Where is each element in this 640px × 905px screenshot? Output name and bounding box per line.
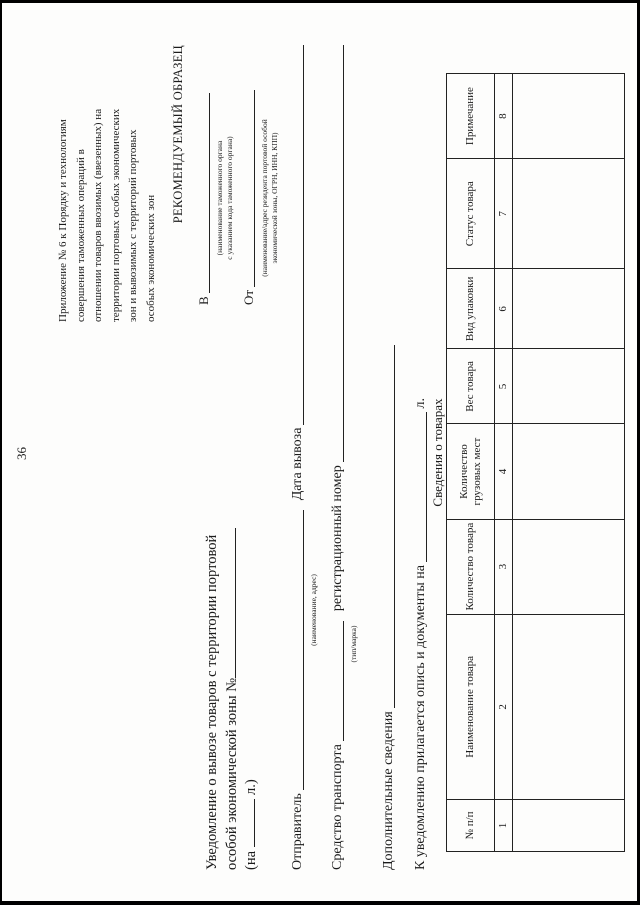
title-line3-prefix: (на [243,850,259,870]
table-header-cell: № п/п [447,799,495,851]
table-header-cell: Количество грузовых мест [447,424,495,519]
reg-number-label: регистрационный номер [330,465,345,612]
additional-info-line [381,345,397,870]
attachment-text: К уведомлению прилагается опись и документы на [413,565,428,870]
table-header-cell: Статус товара [447,159,495,269]
from-label: От [241,289,256,305]
transport-note: (тип/марка) [349,625,358,663]
to-note [215,93,234,303]
table-header-cell: Примечание [447,74,495,159]
appendix-block [55,48,160,322]
reg-number-blank-line [330,45,344,462]
empty-cell [513,614,625,799]
title-line1: Уведомление о вывозе товаров с территории портовой [204,534,220,870]
table-header-cell: Количество товара [447,519,495,614]
export-date-label: Дата вывоза [290,427,305,501]
goods-table-caption: Сведения о товарах [430,398,445,507]
column-number-cell: 7 [495,159,513,269]
appendix-line: Приложение № 6 к Порядку и технологиям [57,119,69,322]
column-number-cell: 6 [495,269,513,349]
goods-table [446,73,625,852]
addressee-to-line [196,93,212,305]
table-header-cell: Наименование товара [447,614,495,799]
sender-note: (наименование, адрес) [309,574,318,646]
title-line2-text: особой экономической зоны № [223,677,240,870]
to-label: В [196,296,211,305]
attachment-pages-blank [413,413,427,563]
additional-info-label: Дополнительные сведения [381,711,396,870]
empty-cell [513,799,625,851]
recommended-sample-label: РЕКОМЕНДУЕМЫЙ ОБРАЗЕЦ [171,45,185,224]
document-title [203,418,262,870]
pages-count-blank [243,799,255,847]
additional-info-blank-line [381,345,395,708]
table-header-cell: Вес товара [447,349,495,424]
transport-blank-line [330,621,344,741]
column-number-row [495,74,513,852]
table-header-cell: Вид упаковки [447,269,495,349]
column-number-cell: 4 [495,424,513,519]
appendix-line: особых экономических зон [144,194,157,322]
appendix-line: территории портовых особых экономических [109,108,122,322]
export-date-blank-line [290,45,304,425]
appendix-line: совершения таможенных операций в [74,149,87,322]
empty-cell [513,159,625,269]
title-line3 [242,418,262,870]
column-number-cell: 5 [495,349,513,424]
sender-line [290,45,306,870]
attachment-suffix: л. [413,398,428,409]
title-line3-suffix: л.) [243,779,259,795]
column-number-cell: 8 [495,74,513,159]
sender-label: Отправитель [290,793,305,870]
empty-cell [513,519,625,614]
column-number-cell: 1 [495,799,513,851]
attachment-line [413,398,429,870]
to-blank-line [196,93,210,293]
title-line2 [223,418,243,870]
empty-cell [513,349,625,424]
empty-cell [513,74,625,159]
notification-number-blank [223,528,235,678]
transport-label: Средство транспорта [330,744,345,870]
appendix-line: отношении товаров ввозимых (ввезенных) на [92,108,104,322]
empty-data-row [513,74,625,852]
column-number-cell: 2 [495,614,513,799]
to-note-line: (наименование таможенного органа [215,140,224,256]
from-blank-line [241,90,255,287]
empty-cell [513,269,625,349]
transport-line [330,45,346,870]
to-note-line: с указанием кода таможенного органа) [224,136,234,260]
sender-blank-line [290,510,304,790]
page-number: 36 [14,447,29,460]
appendix-line: зон и вывозимых с территорий портовых [127,129,139,322]
from-note-line: (наименование/адрес резидента портовой особой [260,119,269,277]
column-number-cell: 3 [495,519,513,614]
addressee-from-line [241,90,257,305]
from-note-line: экономической зоны, ОГРН, ИНН, КПП) [269,132,279,264]
table-header-row [447,74,495,852]
from-note [260,87,279,309]
empty-cell [513,424,625,519]
